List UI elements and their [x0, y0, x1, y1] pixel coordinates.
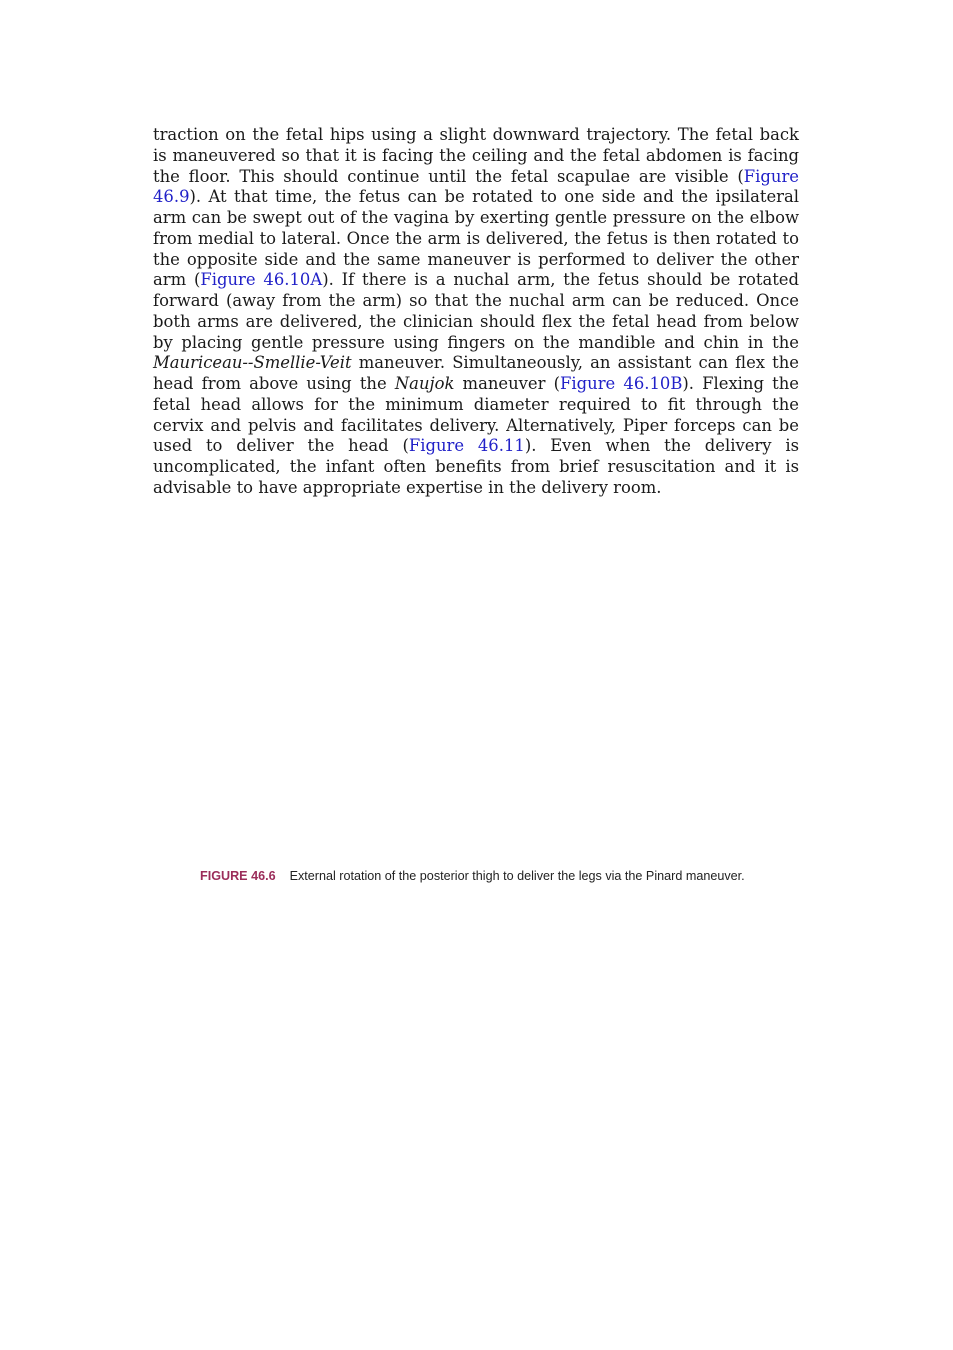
figure-image-area — [200, 475, 760, 855]
figure-caption — [200, 866, 760, 887]
figure-reference-link[interactable]: Figure 46.10A — [200, 270, 323, 290]
figure-reference-link[interactable]: Figure 46.11 — [408, 436, 525, 456]
italic-term: Mauriceau--Smellie-Veit — [153, 353, 352, 373]
figure-reference-link[interactable]: Figure 46.10B — [560, 374, 683, 393]
figure-label: FIGURE 46.6 — [200, 869, 276, 883]
italic-term: Naujok — [394, 374, 455, 393]
text-run: maneuver. Simultaneously, an assistant can flex the head from above using the — [153, 353, 799, 393]
text-run: ). If there is a nuchal arm, the fetus should be rotated forward (away from the arm) so that the nuchal arm can be reduced. Once both arms are delivered, the clinician should flex the fetal head from below by placing gentle pressure using fingers on the mandible and chin in the — [153, 270, 799, 352]
figure-caption-text: External rotation of the posterior thigh to deliver the legs via the Pinard maneuver. — [289, 869, 745, 883]
text-run: traction on the fetal hips using a slight downward trajectory. The fetal back is maneuvered so that it is facing the ceiling and the fetal abdomen is facing the floor. This should continue until the fetal scapulae are visible ( — [153, 125, 799, 186]
text-run: maneuver ( — [454, 374, 561, 393]
figure-reference-link[interactable]: Figure 46.9 — [153, 166, 799, 207]
text-run: ). Flexing the fetal head allows for the minimum diameter required to fit through the cervix and pelvis and facilitates delivery. Alternatively, Piper forceps can be used to deliver the head ( — [153, 374, 799, 456]
text-run: ). Even when the delivery is uncomplicated, the infant often benefits from brief resuscitation and it is advisable to have appropriate expertise in the delivery room. — [153, 436, 799, 497]
text-run: ). At that time, the fetus can be rotated to one side and the ipsilateral arm can be swept out of the vagina by exerting gentle pressure on the elbow from medial to lateral. Once the arm is delivered, the fetus is then rotated to the opposite side and the same maneuver is performed to deliver the other arm ( — [153, 187, 799, 290]
body-paragraph — [153, 125, 799, 499]
